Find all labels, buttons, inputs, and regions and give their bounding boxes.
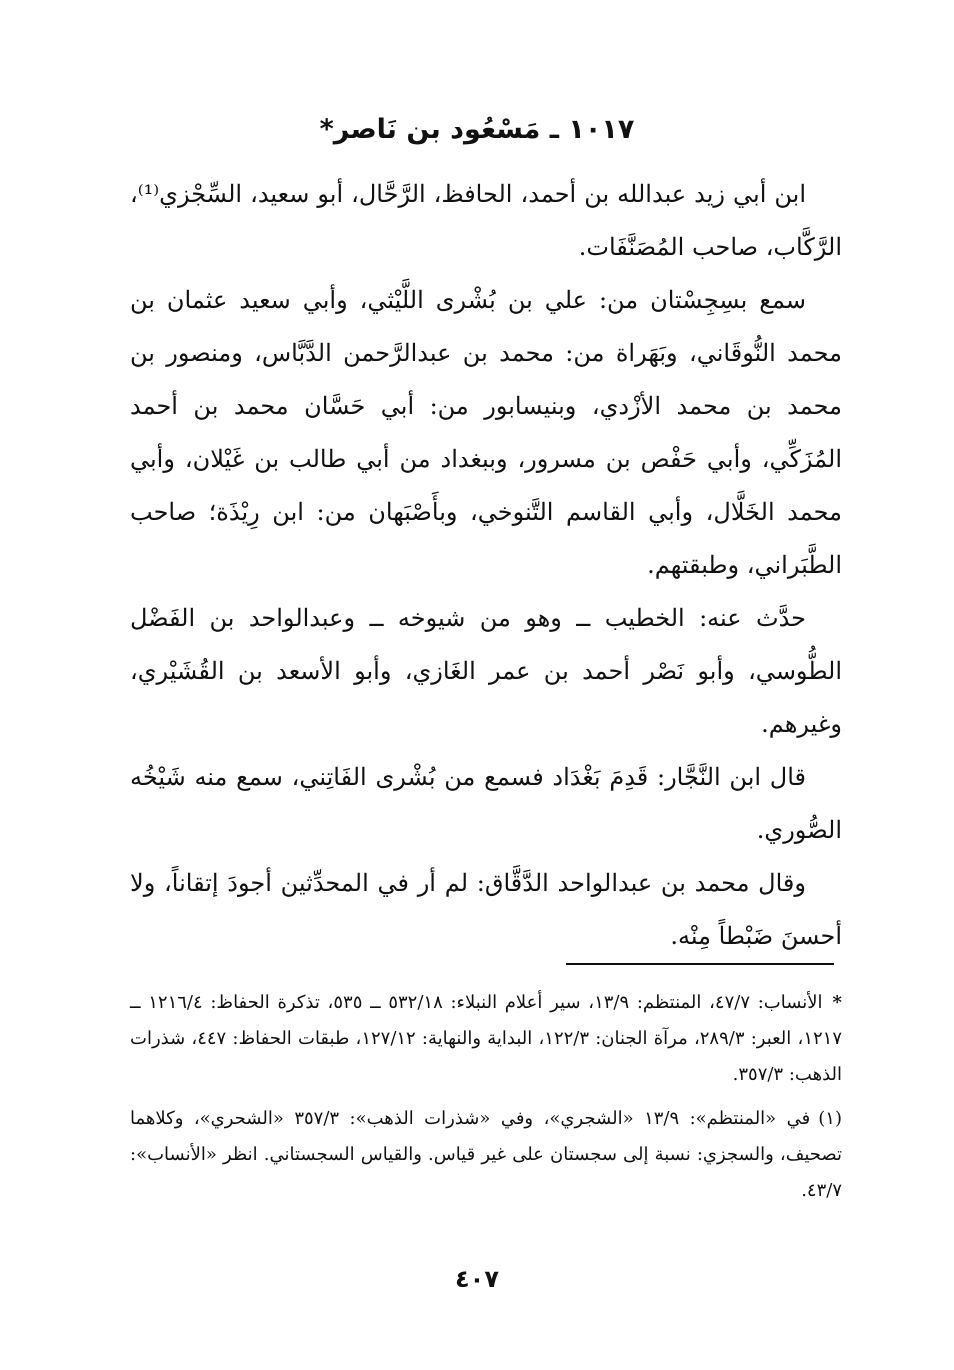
- paragraph-ibn-najjar: قال ابن النَّجَّار: قَدِمَ بَغْدَاد فسمع من بُشْرى الفَاتِني، سمع منه شَيْخُه الصُّوري.: [130, 763, 842, 844]
- footnote-sources: [130, 985, 842, 1093]
- footnote-divider: [566, 963, 834, 965]
- paragraph-students: حدَّث عنه: الخطيب ــ وهو من شيوخه ــ وعبدالواحد بن الفَضْل الطُّوسي، وأبو نَصْر أحمد بن عمر الغَازي، وأبو الأسعد بن القُشَيْري، وغيرهم.: [130, 604, 842, 738]
- paragraph-daqqaq: وقال محمد بن عبدالواحد الدَّقَّاق: لم أر في المحدِّثين أجودَ إتقاناً، ولا أحسنَ ضَبْطاً مِنْه.: [130, 869, 842, 950]
- sources-marker: *: [832, 992, 842, 1013]
- page-number: ٤٠٧: [455, 1265, 499, 1293]
- footnote-1: [130, 1101, 842, 1209]
- entry-body: [130, 168, 842, 963]
- footnote-1-marker: (١): [818, 1108, 842, 1129]
- footnotes: [130, 985, 842, 1217]
- sources-text: الأنساب: ٤٧/٧، المنتظم: ١٣/٩، سير أعلام النبلاء: ٥٣٢/١٨ ــ ٥٣٥، تذكرة الحفاظ: ١٢١٦/٤ ــ ١٢١٧، العبر: ٢٨٩/٣، مرآة الجنان: ١٢٢/٣، البداية والنهاية: ١٢٧/١٢، طبقات الحفاظ: ٤٤٧، شذرات الذهب: ٣٥٧/٣.: [130, 992, 842, 1085]
- footnote-1-text: في «المنتظم»: ١٣/٩ «الشجري»، وفي «شذرات الذهب»: ٣٥٧/٣ «الشحري»، وكلاهما تصحيف، والسجزي: نسبة إلى سجستان على غير قياس. والقياس السجستاني. انظر «الأنساب»: ٤٣/٧.: [130, 1108, 842, 1201]
- paragraph-teachers: سمع بسِجِسْتان من: علي بن بُشْرى اللَّيْثي، وأبي سعيد عثمان بن محمد النُّوقَاني، وبَهَراة من: محمد بن عبدالرَّحمن الدَّبَّاس، ومنصور بن محمد بن محمد الأزْدي، وبنيسابور من: أبي حَسَّان محمد بن أحمد المُزَكِّي، وأبي حَفْص بن مسرور، وببغداد من أبي طالب بن غَيْلان، وأبي محمد الخَلَّال، وأبي القاسم التَّنوخي، وبأَصْبَهان من: ابن رِيْذَة؛ صاحب الطَّبَراني، وطبقتهم.: [130, 286, 842, 579]
- paragraph-lineage: ابن أبي زيد عبدالله بن أحمد، الحافظ، الرَّحَّال، أبو سعيد، السِّجْزي⁽¹⁾، الرَّكَّاب، صاحب المُصَنَّفَات.: [130, 180, 842, 261]
- entry-heading: ١٠١٧ ـ مَسْعُود بن نَاصر*: [319, 114, 635, 145]
